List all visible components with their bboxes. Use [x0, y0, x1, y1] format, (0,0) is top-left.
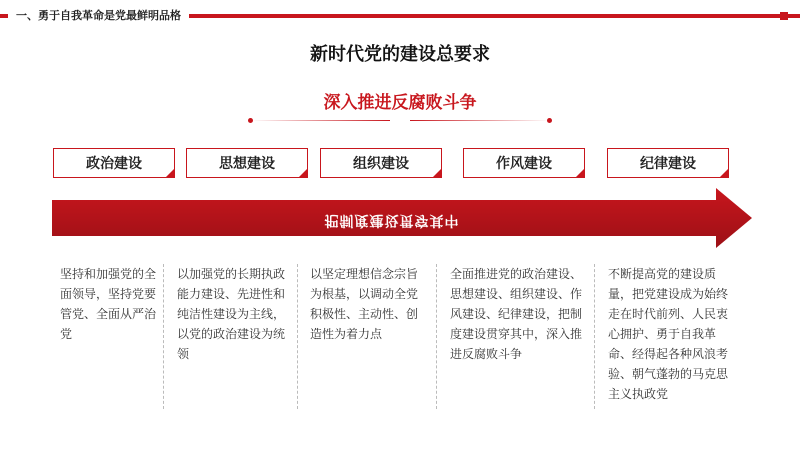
tab-political[interactable] [53, 148, 175, 178]
subtitle-dot-right [547, 118, 552, 123]
column-text: 以加强党的长期执政能力建设、先进性和纯洁性建设为主线，以党的政治建设为统领 [177, 267, 286, 361]
column-comprehensive [450, 264, 586, 409]
subtitle-dot-left [248, 118, 253, 123]
column-leadership [60, 264, 158, 409]
column-foundation [310, 264, 428, 409]
tab-label: 组织建设 [353, 156, 409, 172]
column-divider [163, 264, 164, 409]
tab-ideological[interactable] [186, 148, 308, 178]
column-divider [436, 264, 437, 409]
tab-organizational[interactable] [320, 148, 442, 178]
subtitle-line-left [250, 120, 390, 121]
column-text: 以坚定理想信念宗旨为根基，以调动全党积极性、主动性、创造性为着力点 [310, 267, 419, 341]
tab-label: 纪律建设 [640, 156, 696, 172]
subtitle-block [250, 88, 550, 128]
tab-conduct[interactable] [463, 148, 585, 178]
column-text: 坚持和加强党的全面领导，坚持党要管党、全面从严治党 [60, 267, 157, 341]
column-text: 不断提高党的建设质量，把党建设成为始终走在时代前列、人民衷心拥护、勇于自我革命、经得起各种风浪考验、朝气蓬勃的马克思主义执政党 [608, 267, 729, 401]
progress-arrow [52, 188, 752, 248]
tab-label: 作风建设 [496, 156, 552, 172]
column-divider [297, 264, 298, 409]
tab-discipline[interactable] [607, 148, 729, 178]
header-square-icon [780, 12, 788, 20]
tab-label: 政治建设 [86, 156, 142, 172]
column-text: 全面推进党的政治建设、思想建设、组织建设、作风建设、纪律建设，把制度建设贯穿其中，深入推进反腐败斗争 [450, 267, 583, 361]
subtitle: 深入推进反腐败斗争 [323, 93, 477, 113]
section-label: 一、勇于自我革命是党最鲜明品格 [8, 7, 189, 25]
arrow-label: 把制度建设贯穿其中 [324, 212, 460, 228]
tab-label: 思想建设 [219, 156, 275, 172]
page-title: 新时代党的建设总要求 [310, 44, 490, 65]
subtitle-line-right [410, 120, 550, 121]
column-main-line [177, 264, 289, 409]
column-quality [608, 264, 734, 409]
column-divider [594, 264, 595, 409]
